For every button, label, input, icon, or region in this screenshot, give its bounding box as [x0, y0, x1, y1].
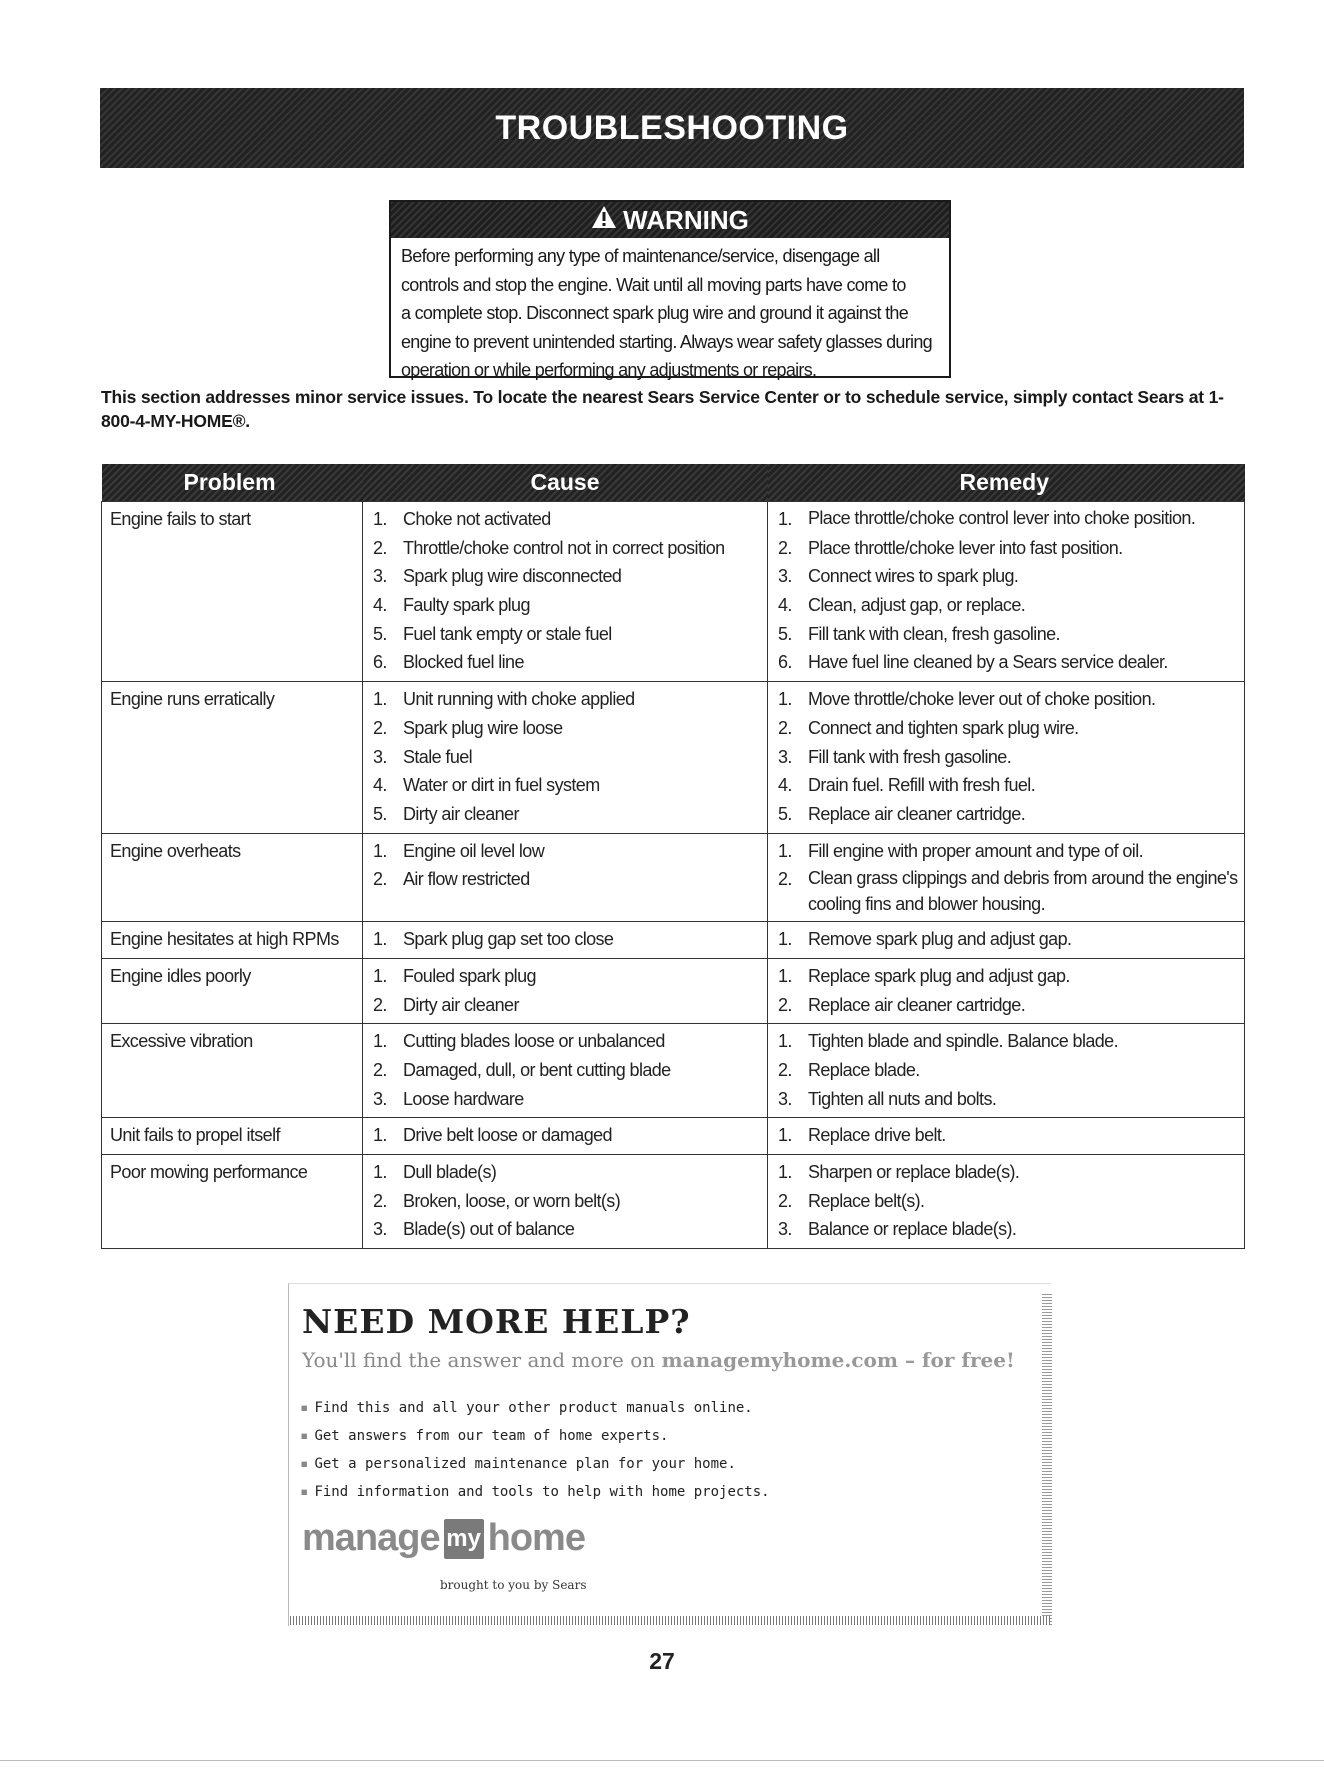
cause-number: 3. — [373, 566, 387, 587]
remedy-text: Fill tank with fresh gasoline. — [808, 746, 1012, 767]
warning-line: Before performing any type of maintenance/service, disengage all — [401, 246, 880, 266]
remedy-text: Replace spark plug and adjust gap. — [808, 965, 1070, 986]
remedy-text: Place throttle/choke control lever into choke position. — [808, 508, 1196, 528]
remedy-text: Remove spark plug and adjust gap. — [808, 929, 1072, 950]
remedy-item — [768, 714, 1244, 743]
remedy-text: Place throttle/choke lever into fast position. — [808, 537, 1123, 558]
cause-item — [363, 925, 767, 954]
cause-number: 4. — [373, 595, 387, 616]
cause-number: 2. — [373, 994, 387, 1015]
cause-item — [363, 562, 767, 591]
remedy-cell — [768, 1118, 1245, 1155]
table-row — [102, 682, 1245, 833]
warning-line: engine to prevent unintended starting. Always wear safety glasses during — [401, 331, 932, 352]
remedy-cell — [768, 922, 1245, 959]
problem-cell — [102, 1155, 363, 1249]
help-bullet: ▪ Get answers from our team of home experts. — [300, 1428, 669, 1444]
bullet-icon: ▪ — [300, 1484, 309, 1500]
remedy-item — [768, 591, 1244, 620]
bottom-rule — [0, 1760, 1324, 1761]
cause-number: 1. — [373, 840, 387, 861]
cause-number: 5. — [373, 803, 387, 824]
cause-text: Water or dirt in fuel system — [403, 775, 600, 796]
cause-item — [363, 1027, 767, 1056]
cause-item — [363, 1056, 767, 1085]
cause-text: Dull blade(s) — [403, 1162, 497, 1183]
warning-line: a complete stop. Disconnect spark plug wire and ground it against the — [401, 303, 909, 323]
cause-number: 1. — [373, 1125, 387, 1146]
cause-item — [363, 991, 767, 1020]
cause-text: Drive belt loose or damaged — [403, 1125, 612, 1146]
cause-number: 2. — [373, 537, 387, 558]
help-subtitle-prefix: You'll find the answer and more on — [302, 1348, 656, 1372]
cause-cell — [363, 922, 768, 959]
cause-number: 1. — [373, 689, 387, 710]
cause-number: 2. — [373, 1190, 387, 1211]
cause-text: Fouled spark plug — [403, 965, 536, 986]
cause-item — [363, 1158, 767, 1187]
brought-by-text: brought to you by Sears — [440, 1578, 587, 1592]
remedy-number: 3. — [778, 746, 792, 767]
cause-item — [363, 620, 767, 649]
remedy-item — [768, 648, 1244, 677]
problem-cell — [102, 833, 363, 922]
remedy-item — [768, 1158, 1244, 1187]
warning-line: operation or while performing any adjustments or repairs. — [401, 360, 817, 380]
remedy-item — [768, 865, 1244, 917]
problem-cell — [102, 1118, 363, 1155]
remedy-item — [768, 743, 1244, 772]
remedy-item — [768, 925, 1244, 954]
remedy-item — [768, 962, 1244, 991]
remedy-cell — [768, 833, 1245, 922]
cause-text: Spark plug wire loose — [403, 717, 563, 738]
remedy-number: 5. — [778, 623, 792, 644]
remedy-text: Move throttle/choke lever out of choke position. — [808, 689, 1156, 710]
remedy-number: 3. — [778, 1219, 792, 1240]
cause-number: 1. — [373, 1031, 387, 1052]
cause-number: 1. — [373, 509, 387, 529]
problem-text: Engine overheats — [110, 840, 241, 861]
cause-text: Spark plug gap set too close — [403, 929, 614, 950]
cause-item — [363, 743, 767, 772]
cause-cell — [363, 833, 768, 922]
warning-triangle-icon — [591, 205, 617, 236]
remedy-number: 2. — [778, 869, 792, 890]
logo-part-home: home — [487, 1517, 585, 1559]
remedy-number: 2. — [778, 1060, 792, 1081]
remedy-number: 1. — [778, 689, 792, 710]
problem-cell — [102, 1024, 363, 1118]
logo-my-badge-icon: my — [444, 1519, 484, 1559]
troubleshooting-table — [101, 464, 1245, 1249]
problem-text: Excessive vibration — [110, 1031, 253, 1052]
remedy-number: 1. — [778, 929, 792, 950]
problem-text: Unit fails to propel itself — [110, 1125, 280, 1146]
help-subtitle-site: managemyhome.com – for free! — [661, 1348, 1015, 1372]
remedy-text: Tighten blade and spindle. Balance blade. — [808, 1031, 1118, 1052]
remedy-cell — [768, 502, 1245, 682]
remedy-text: Replace blade. — [808, 1060, 920, 1081]
table-header-row — [102, 464, 1245, 502]
remedy-text: Replace drive belt. — [808, 1125, 946, 1146]
page-number: 27 — [649, 1648, 675, 1674]
remedy-number: 1. — [778, 965, 792, 986]
cause-item — [363, 648, 767, 677]
table-row — [102, 1155, 1245, 1249]
cause-text: Dirty air cleaner — [403, 803, 519, 824]
remedy-text: Balance or replace blade(s). — [808, 1219, 1017, 1240]
help-title: NEED MORE HELP? — [302, 1302, 691, 1341]
cause-item — [363, 505, 767, 534]
remedy-cell — [768, 958, 1245, 1023]
cause-number: 3. — [373, 1219, 387, 1240]
table-row — [102, 958, 1245, 1023]
remedy-number: 2. — [778, 717, 792, 738]
remedy-item — [768, 620, 1244, 649]
cause-cell — [363, 1024, 768, 1118]
remedy-text: Replace air cleaner cartridge. — [808, 994, 1026, 1015]
remedy-text: Have fuel line cleaned by a Sears service dealer. — [808, 652, 1168, 673]
remedy-number: 3. — [778, 1088, 792, 1109]
remedy-item — [768, 1085, 1244, 1114]
remedy-text: Replace belt(s). — [808, 1190, 925, 1211]
cause-item — [363, 685, 767, 714]
cause-cell — [363, 1155, 768, 1249]
remedy-number: 1. — [778, 1162, 792, 1183]
cause-item — [363, 1085, 767, 1114]
remedy-item — [768, 1187, 1244, 1216]
cause-item — [363, 534, 767, 563]
cause-text: Throttle/choke control not in correct position — [403, 537, 725, 558]
cause-text: Loose hardware — [403, 1088, 524, 1109]
cause-cell — [363, 1118, 768, 1155]
cause-number: 1. — [373, 929, 387, 950]
managemyhome-logo — [302, 1517, 585, 1560]
cause-text: Blocked fuel line — [403, 652, 524, 673]
problem-text: Poor mowing performance — [110, 1162, 308, 1183]
cause-text: Fuel tank empty or stale fuel — [403, 623, 612, 644]
remedy-number: 2. — [778, 537, 792, 558]
logo-part-manage: manage — [302, 1517, 440, 1559]
problem-cell — [102, 958, 363, 1023]
cause-item — [363, 1215, 767, 1244]
remedy-item — [768, 534, 1244, 563]
cause-cell — [363, 502, 768, 682]
bullet-icon: ▪ — [300, 1428, 309, 1444]
remedy-text: Fill engine with proper amount and type of oil. — [808, 840, 1144, 861]
remedy-item — [768, 1056, 1244, 1085]
remedy-item — [768, 1027, 1244, 1056]
help-bullet: ▪ Get a personalized maintenance plan for your home. — [300, 1456, 736, 1472]
problem-cell — [102, 922, 363, 959]
table-row — [102, 502, 1245, 682]
cause-number: 4. — [373, 775, 387, 796]
table-body — [102, 502, 1245, 1249]
cause-text: Faulty spark plug — [403, 595, 530, 616]
remedy-number: 1. — [778, 1125, 792, 1146]
remedy-item — [768, 800, 1244, 829]
problem-cell — [102, 502, 363, 682]
remedy-number: 1. — [778, 840, 792, 861]
warning-header — [391, 202, 949, 238]
remedy-number: 2. — [778, 994, 792, 1015]
remedy-item — [768, 505, 1244, 534]
table-row — [102, 922, 1245, 959]
cause-text: Choke not activated — [403, 509, 551, 529]
header-problem: Problem — [102, 464, 363, 502]
remedy-number: 3. — [778, 566, 792, 587]
problem-text: Engine hesitates at high RPMs — [110, 929, 339, 950]
remedy-item — [768, 991, 1244, 1020]
help-subtitle — [302, 1348, 1015, 1372]
remedy-text: Connect and tighten spark plug wire. — [808, 717, 1079, 738]
remedy-number: 4. — [778, 595, 792, 616]
warning-box — [389, 200, 951, 378]
cause-number: 6. — [373, 652, 387, 673]
cause-text: Broken, loose, or worn belt(s) — [403, 1190, 621, 1211]
remedy-number: 5. — [778, 803, 792, 824]
remedy-item — [768, 562, 1244, 591]
warning-title: WARNING — [623, 204, 749, 235]
cause-item — [363, 591, 767, 620]
remedy-text: Clean grass clippings and debris from around the engine's cooling fins and blower housing. — [808, 868, 1238, 915]
cause-text: Cutting blades loose or unbalanced — [403, 1031, 665, 1052]
remedy-text: Drain fuel. Refill with fresh fuel. — [808, 775, 1036, 796]
remedy-number: 1. — [778, 1031, 792, 1052]
intro-text: This section addresses minor service issues. To locate the nearest Sears Service Center or to schedule service, simply contact Sears at 1-800-4-MY-HOME®. — [101, 387, 1224, 431]
cause-text: Stale fuel — [403, 746, 473, 767]
remedy-number: 1. — [778, 509, 792, 529]
help-box-shadow — [1042, 1292, 1052, 1625]
help-bullet-list — [300, 1394, 770, 1506]
remedy-cell — [768, 1024, 1245, 1118]
table-row — [102, 1024, 1245, 1118]
header-remedy: Remedy — [768, 464, 1245, 502]
remedy-number: 2. — [778, 1190, 792, 1211]
cause-item — [363, 1121, 767, 1150]
remedy-item — [768, 1121, 1244, 1150]
remedy-cell — [768, 1155, 1245, 1249]
remedy-number: 4. — [778, 775, 792, 796]
cause-text: Spark plug wire disconnected — [403, 566, 622, 587]
section-banner — [100, 88, 1244, 168]
cause-item — [363, 800, 767, 829]
cause-item — [363, 771, 767, 800]
remedy-text: Sharpen or replace blade(s). — [808, 1162, 1020, 1183]
cause-number: 1. — [373, 1162, 387, 1183]
warning-line: controls and stop the engine. Wait until all moving parts have come to — [401, 274, 906, 295]
remedy-item — [768, 685, 1244, 714]
cause-number: 2. — [373, 717, 387, 738]
problem-cell — [102, 682, 363, 833]
cause-number: 2. — [373, 1060, 387, 1081]
section-title: TROUBLESHOOTING — [495, 108, 849, 147]
remedy-text: Clean, adjust gap, or replace. — [808, 595, 1026, 616]
cause-number: 3. — [373, 746, 387, 767]
remedy-text: Connect wires to spark plug. — [808, 566, 1019, 587]
problem-text: Engine runs erratically — [110, 689, 275, 710]
cause-number: 1. — [373, 965, 387, 986]
cause-item — [363, 837, 767, 866]
problem-text: Engine idles poorly — [110, 965, 251, 986]
cause-text: Blade(s) out of balance — [403, 1219, 575, 1240]
cause-text: Unit running with choke applied — [403, 689, 635, 710]
cause-item — [363, 962, 767, 991]
table-row — [102, 833, 1245, 922]
header-cause: Cause — [363, 464, 768, 502]
remedy-item — [768, 837, 1244, 866]
cause-text: Damaged, dull, or bent cutting blade — [403, 1060, 671, 1081]
cause-item — [363, 1187, 767, 1216]
cause-cell — [363, 682, 768, 833]
help-bullet: ▪ Find information and tools to help with home projects. — [300, 1484, 770, 1500]
cause-item — [363, 714, 767, 743]
help-box-shadow — [290, 1616, 1050, 1625]
remedy-item — [768, 771, 1244, 800]
remedy-text: Fill tank with clean, fresh gasoline. — [808, 623, 1060, 644]
remedy-number: 6. — [778, 652, 792, 673]
cause-text: Dirty air cleaner — [403, 994, 519, 1015]
cause-text: Engine oil level low — [403, 840, 545, 861]
cause-number: 2. — [373, 869, 387, 890]
table-row — [102, 1118, 1245, 1155]
cause-item — [363, 865, 767, 894]
remedy-cell — [768, 682, 1245, 833]
problem-text: Engine fails to start — [110, 509, 251, 529]
warning-text — [391, 238, 949, 385]
cause-cell — [363, 958, 768, 1023]
bullet-icon: ▪ — [300, 1456, 309, 1472]
help-bullet: ▪ Find this and all your other product manuals online. — [300, 1400, 753, 1416]
remedy-text: Tighten all nuts and bolts. — [808, 1088, 997, 1109]
bullet-icon: ▪ — [300, 1400, 309, 1416]
remedy-text: Replace air cleaner cartridge. — [808, 803, 1026, 824]
cause-text: Air flow restricted — [403, 869, 530, 890]
cause-number: 3. — [373, 1088, 387, 1109]
remedy-item — [768, 1215, 1244, 1244]
cause-number: 5. — [373, 623, 387, 644]
